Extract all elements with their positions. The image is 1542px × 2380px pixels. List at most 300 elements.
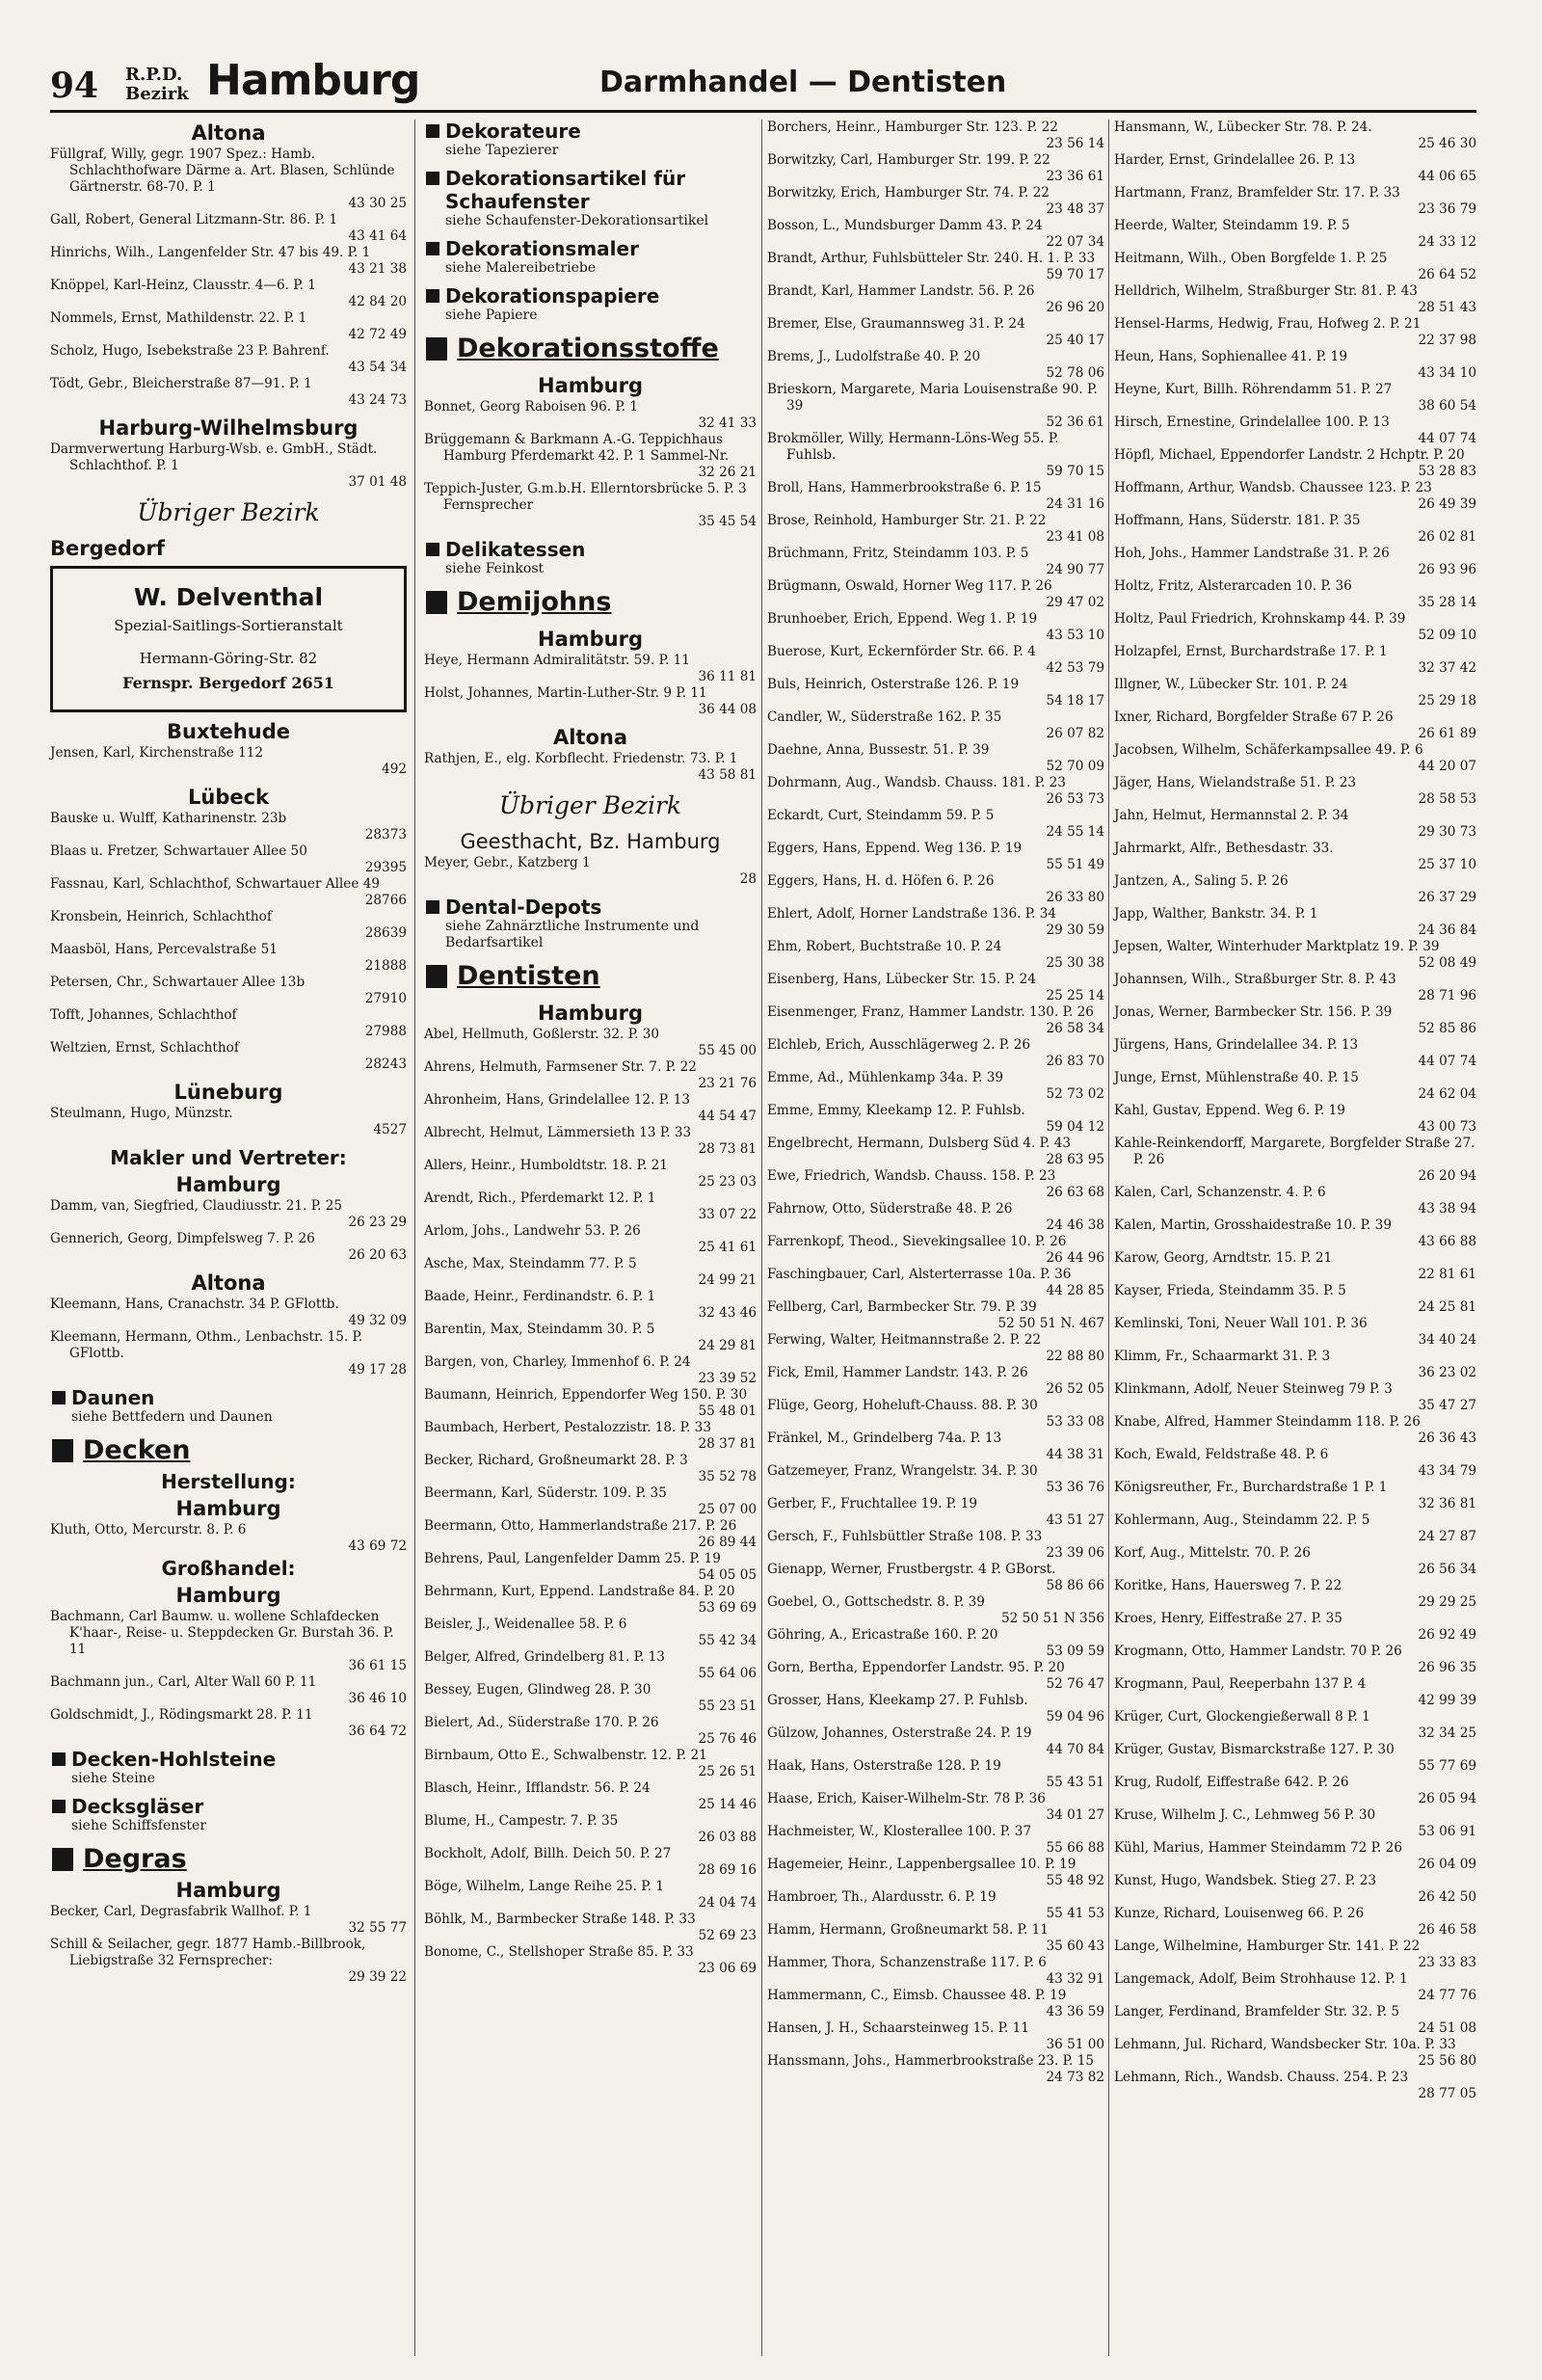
directory-entry xyxy=(424,1584,757,1617)
entry-text: Kunze, Richard, Louisenweg 66. P. 26 xyxy=(1114,1906,1365,1921)
entry-phone: 28766 xyxy=(364,893,407,908)
entry-phone: 26 64 52 xyxy=(1418,267,1476,282)
directory-entry xyxy=(424,1846,757,1879)
directory-entry xyxy=(1114,611,1476,644)
directory-entry xyxy=(1114,447,1476,480)
entry-text: Holzapfel, Ernst, Burchardstraße 17. P. 1 xyxy=(1114,644,1388,659)
advert-line: Hermann-Göring-Str. 82 xyxy=(139,650,318,667)
entry-text: Kohlermann, Aug., Steindamm 22. P. 5 xyxy=(1114,1512,1370,1528)
entry-phone: 35 28 14 xyxy=(1418,595,1476,610)
directory-entry xyxy=(1114,1381,1476,1414)
entry-phone: 25 76 46 xyxy=(698,1731,757,1747)
entry-text: Böge, Wilhelm, Lange Reihe 25. P. 1 xyxy=(424,1879,664,1894)
entry-phone: 43 36 59 xyxy=(1046,2004,1104,2019)
entry-phone: 24 62 04 xyxy=(1418,1086,1476,1102)
entry-text: Hanssmann, Johs., Hammerbrookstraße 23. P. 15 xyxy=(767,2053,1094,2069)
entry-text: Abel, Hellmuth, Goßlerstr. 32. P. 30 xyxy=(424,1027,660,1042)
entry-text: Brügmann, Oswald, Horner Weg 117. P. 26 xyxy=(767,578,1052,594)
entry-phone: 25 37 10 xyxy=(1418,857,1476,872)
entry-phone: 43 58 81 xyxy=(698,767,757,783)
entry-phone: 24 36 84 xyxy=(1418,923,1476,938)
entry-phone: 55 45 00 xyxy=(698,1043,757,1058)
directory-entry xyxy=(50,343,407,376)
directory-entry xyxy=(767,873,1104,906)
entry-text: Emme, Emmy, Kleekamp 12. P. Fuhlsb. xyxy=(767,1103,1025,1118)
directory-entry xyxy=(767,1234,1104,1267)
section-heading: Hamburg xyxy=(175,1584,281,1607)
directory-entry xyxy=(1114,546,1476,578)
entry-phone: 26 58 34 xyxy=(1046,1021,1104,1036)
entry-text: Blume, H., Campestr. 7. P. 35 xyxy=(424,1813,619,1829)
entry-text: Krug, Rudolf, Eiffestraße 642. P. 26 xyxy=(1114,1775,1349,1790)
category-heading: Degras xyxy=(50,1842,407,1877)
entry-text: Hoffmann, Hans, Süderstr. 181. P. 35 xyxy=(1114,513,1361,528)
entry-text: Hartmann, Franz, Bramfelder Str. 17. P. 33 xyxy=(1114,185,1400,201)
entry-text: Grosser, Hans, Kleekamp 27. P. Fuhlsb. xyxy=(767,1693,1028,1708)
entry-text: Ehlert, Adolf, Horner Landstraße 136. P. 34 xyxy=(767,906,1057,922)
entry-phone: 23 39 06 xyxy=(1046,1545,1104,1561)
directory-entry xyxy=(1114,1709,1476,1742)
category-heading: Dekorationsartikel für Schaufenster xyxy=(424,167,757,213)
directory-entry xyxy=(767,283,1104,316)
entry-phone: 32 37 42 xyxy=(1418,660,1476,676)
directory-entry xyxy=(1114,775,1476,808)
entry-text: Karow, Georg, Arndtstr. 15. P. 21 xyxy=(1114,1250,1333,1266)
entry-text: Kayser, Frieda, Steindamm 35. P. 5 xyxy=(1114,1283,1346,1298)
entry-phone: 25 40 17 xyxy=(1046,333,1104,348)
section-heading: Lüneburg xyxy=(173,1081,283,1104)
entry-phone: 43 30 25 xyxy=(348,196,407,211)
section-heading: Bergedorf xyxy=(50,537,165,560)
directory-entry xyxy=(424,1453,757,1485)
entry-phone: 44 28 85 xyxy=(1046,1283,1104,1298)
section-heading: Hamburg xyxy=(175,1497,281,1520)
entry-phone: 26 44 96 xyxy=(1046,1250,1104,1266)
directory-entry xyxy=(767,1037,1104,1070)
directory-entry xyxy=(424,1485,757,1518)
entry-phone: 28 58 53 xyxy=(1418,791,1476,807)
entry-phone: 28 63 95 xyxy=(1046,1152,1104,1167)
entry-text: Beisler, J., Weidenallee 58. P. 6 xyxy=(424,1617,627,1632)
directory-entry xyxy=(1114,1611,1476,1644)
directory-entry xyxy=(767,1267,1104,1299)
directory-entry xyxy=(1114,480,1476,513)
category-heading: Decken xyxy=(50,1433,407,1468)
entry-phone: 52 36 61 xyxy=(1046,414,1104,430)
directory-entry xyxy=(50,876,407,909)
entry-phone: 53 69 69 xyxy=(698,1600,757,1616)
entry-text: Goldschmidt, J., Rödingsmarkt 28. P. 11 xyxy=(50,1707,313,1723)
entry-text: Arlom, Johs., Landwehr 53. P. 26 xyxy=(424,1223,641,1239)
entry-text: Koritke, Hans, Hauersweg 7. P. 22 xyxy=(1114,1578,1343,1593)
cross-reference: siehe Steine xyxy=(71,1771,155,1786)
range-title: Darmhandel — Dentisten xyxy=(599,66,1007,99)
entry-text: Ehm, Robert, Buchtstraße 10. P. 24 xyxy=(767,939,1002,954)
entry-list xyxy=(50,441,407,491)
entry-phone: 52 78 06 xyxy=(1046,365,1104,381)
entry-phone: 54 18 17 xyxy=(1046,693,1104,709)
entry-text: Blasch, Heinr., Ifflandstr. 56. P. 24 xyxy=(424,1780,651,1796)
advert-box xyxy=(50,566,407,712)
entry-phone: 28 51 43 xyxy=(1418,300,1476,315)
entry-text: Jäger, Hans, Wielandstraße 51. P. 23 xyxy=(1114,775,1357,790)
directory-entry xyxy=(767,972,1104,1004)
directory-entry xyxy=(424,1912,757,1944)
entry-text: Buls, Heinrich, Osterstraße 126. P. 19 xyxy=(767,677,1020,692)
entry-text: Daehne, Anna, Bussestr. 51. P. 39 xyxy=(767,742,990,758)
entry-text: Bosson, L., Mundsburger Damm 43. P. 24 xyxy=(767,218,1043,233)
entry-text: Hachmeister, W., Klosterallee 100. P. 37 xyxy=(767,1824,1032,1839)
directory-entry xyxy=(50,278,407,310)
category-heading: Demijohns xyxy=(424,585,757,620)
directory-entry xyxy=(424,1354,757,1387)
directory-entry xyxy=(767,742,1104,775)
entry-text: Gienapp, Werner, Frustbergstr. 4 P. GBorst. xyxy=(767,1562,1056,1577)
column-3 xyxy=(767,120,1104,2086)
directory-entry xyxy=(767,1922,1104,1955)
directory-entry xyxy=(50,909,407,942)
entry-phone: 24 33 12 xyxy=(1418,234,1476,250)
entry-text: Ixner, Richard, Borgfelder Straße 67 P. 26 xyxy=(1114,709,1394,725)
entry-text: Hensel-Harms, Hedwig, Frau, Hofweg 2. P. 21 xyxy=(1114,316,1422,332)
entry-list xyxy=(50,1904,407,1986)
entry-text: Ahrens, Helmuth, Farmsener Str. 7. P. 22 xyxy=(424,1059,697,1075)
directory-entry xyxy=(50,147,407,212)
entry-phone: 59 04 96 xyxy=(1046,1709,1104,1725)
directory-entry xyxy=(424,1125,757,1158)
directory-entry xyxy=(1114,1545,1476,1578)
directory-entry xyxy=(767,1004,1104,1037)
entry-text: Bessey, Eugen, Glindweg 28. P. 30 xyxy=(424,1682,651,1698)
entry-text: Steulmann, Hugo, Münzstr. xyxy=(50,1106,233,1121)
entry-phone: 24 29 81 xyxy=(698,1338,757,1353)
directory-entry xyxy=(1114,1578,1476,1611)
entry-phone: 52 69 23 xyxy=(698,1928,757,1943)
entry-text: Becker, Richard, Großneumarkt 28. P. 3 xyxy=(424,1453,688,1468)
directory-entry xyxy=(424,1256,757,1289)
entry-text: Baade, Heinr., Ferdinandstr. 6. P. 1 xyxy=(424,1289,656,1304)
directory-entry xyxy=(1114,218,1476,251)
directory-entry xyxy=(424,685,757,718)
entry-text: Lange, Wilhelmine, Hamburger Str. 141. P. 22 xyxy=(1114,1939,1421,1954)
directory-entry xyxy=(767,218,1104,251)
directory-entry xyxy=(1114,841,1476,873)
entry-text: Meyer, Gebr., Katzberg 1 xyxy=(424,855,591,870)
directory-entry xyxy=(767,1463,1104,1496)
entry-text: Helldrich, Wilhelm, Straßburger Str. 81. P. 43 xyxy=(1114,283,1418,299)
entry-phone: 44 38 31 xyxy=(1046,1447,1104,1462)
rpd-label: R.P.D. Bezirk xyxy=(125,65,189,104)
entry-text: Lehmann, Jul. Richard, Wandsbecker Str. 10a. P. 33 xyxy=(1114,2037,1456,2052)
directory-entry xyxy=(50,1937,407,1986)
directory-entry xyxy=(1114,1250,1476,1283)
section-heading: Hamburg xyxy=(538,1002,643,1025)
entry-text: Krogmann, Otto, Hammer Landstr. 70 P. 26 xyxy=(1114,1644,1402,1659)
entry-text: Kunst, Hugo, Wandsbek. Stieg 27. P. 23 xyxy=(1114,1873,1376,1888)
entry-text: Gatzemeyer, Franz, Wrangelstr. 34. P. 30 xyxy=(767,1463,1038,1479)
entry-text: Hammermann, C., Eimsb. Chaussee 48. P. 19 xyxy=(767,1988,1067,2003)
entry-phone: 55 66 88 xyxy=(1046,1840,1104,1856)
directory-entry xyxy=(424,1420,757,1453)
entry-text: Nommels, Ernst, Mathildenstr. 22. P. 1 xyxy=(50,310,307,326)
entry-text: Weltzien, Ernst, Schlachthof xyxy=(50,1040,239,1056)
advert-line: Spezial-Saitlings-Sortieranstalt xyxy=(114,617,343,634)
directory-entry xyxy=(1114,1217,1476,1250)
directory-entry xyxy=(767,513,1104,546)
entry-phone: 24 25 81 xyxy=(1418,1299,1476,1315)
directory-entry xyxy=(424,1059,757,1092)
entry-text: Korf, Aug., Mittelstr. 70. P. 26 xyxy=(1114,1545,1311,1561)
directory-entry xyxy=(767,349,1104,382)
entry-phone: 23 48 37 xyxy=(1046,201,1104,217)
district-title: Hamburg xyxy=(206,56,420,105)
entry-text: Jensen, Karl, Kirchenstraße 112 xyxy=(50,745,264,761)
directory-entry xyxy=(1114,1185,1476,1217)
entry-phone: 32 43 46 xyxy=(698,1305,757,1321)
directory-entry xyxy=(767,1857,1104,1889)
entry-phone: 35 47 27 xyxy=(1418,1398,1476,1413)
directory-entry xyxy=(50,1297,407,1329)
directory-entry xyxy=(767,1201,1104,1234)
section-heading: Altona xyxy=(552,726,628,749)
entry-list xyxy=(50,1522,407,1555)
entry-phone: 23 33 83 xyxy=(1418,1955,1476,1970)
directory-entry xyxy=(1114,251,1476,283)
directory-entry xyxy=(1114,2004,1476,2037)
directory-entry xyxy=(1114,120,1476,152)
entry-list xyxy=(50,811,407,1073)
entry-phone: 23 21 76 xyxy=(698,1076,757,1091)
directory-entry xyxy=(767,939,1104,972)
entry-phone: 35 60 43 xyxy=(1046,1939,1104,1954)
directory-entry xyxy=(50,1609,407,1674)
column-divider xyxy=(1108,120,1109,2356)
directory-entry xyxy=(1114,1971,1476,2004)
entry-text: Candler, W., Süderstraße 162. P. 35 xyxy=(767,709,1002,725)
directory-entry xyxy=(424,855,757,888)
entry-phone: 43 66 88 xyxy=(1418,1234,1476,1249)
entry-text: Birnbaum, Otto E., Schwalbenstr. 12. P. 21 xyxy=(424,1748,707,1763)
entry-phone: 28243 xyxy=(364,1056,407,1072)
column-4 xyxy=(1114,120,1476,2102)
entry-text: Eggers, Hans, Eppend. Weg 136. P. 19 xyxy=(767,841,1023,856)
directory-entry xyxy=(767,1103,1104,1136)
entry-phone: 55 41 53 xyxy=(1046,1906,1104,1921)
entry-phone: 36 46 10 xyxy=(348,1691,407,1706)
directory-entry xyxy=(50,1707,407,1740)
entry-phone: 492 xyxy=(382,762,407,777)
entry-phone: 26 20 63 xyxy=(348,1247,407,1263)
directory-entry xyxy=(1114,283,1476,316)
directory-entry xyxy=(767,152,1104,185)
directory-entry xyxy=(1114,1447,1476,1480)
entry-phone: 24 90 77 xyxy=(1046,562,1104,577)
entry-list xyxy=(424,399,757,530)
directory-entry xyxy=(1114,1316,1476,1349)
entry-phone: 53 09 59 xyxy=(1046,1644,1104,1659)
cross-reference: siehe Feinkost xyxy=(445,561,545,576)
entry-text: Eggers, Hans, H. d. Höfen 6. P. 26 xyxy=(767,873,995,889)
directory-entry xyxy=(767,1431,1104,1463)
directory-entry xyxy=(424,1322,757,1354)
entry-text: Tödt, Gebr., Bleicherstraße 87—91. P. 1 xyxy=(50,376,312,391)
directory-entry xyxy=(767,1299,1104,1332)
entry-phone: 24 31 16 xyxy=(1046,496,1104,512)
directory-entry xyxy=(424,1092,757,1125)
entry-text: Göhring, A., Ericastraße 160. P. 20 xyxy=(767,1627,998,1643)
directory-entry xyxy=(424,1682,757,1715)
entry-phone: 29 47 02 xyxy=(1046,595,1104,610)
directory-entry xyxy=(767,841,1104,873)
directory-entry xyxy=(1114,906,1476,939)
directory-entry xyxy=(50,1231,407,1264)
entry-text: Baumann, Heinrich, Eppendorfer Weg 150. P. 30 xyxy=(424,1387,748,1403)
entry-phone: 42 72 49 xyxy=(348,327,407,342)
entry-text: Baumbach, Herbert, Pestalozzistr. 18. P. 33 xyxy=(424,1420,711,1435)
directory-entry xyxy=(767,1398,1104,1431)
entry-phone: 44 70 84 xyxy=(1046,1742,1104,1757)
entry-phone: 26 63 68 xyxy=(1046,1185,1104,1200)
directory-entry xyxy=(767,1562,1104,1594)
directory-entry xyxy=(1114,1775,1476,1807)
category-heading: Dentisten xyxy=(424,959,757,994)
entry-phone: 36 11 81 xyxy=(698,669,757,684)
directory-entry xyxy=(1114,152,1476,185)
directory-entry xyxy=(1114,1283,1476,1316)
directory-entry xyxy=(767,1627,1104,1660)
directory-entry xyxy=(1114,1644,1476,1676)
entry-phone: 53 36 76 xyxy=(1046,1480,1104,1495)
directory-entry xyxy=(1114,1939,1476,1971)
entry-text: Kahl, Gustav, Eppend. Weg 6. P. 19 xyxy=(1114,1103,1345,1118)
directory-entry xyxy=(50,975,407,1007)
directory-entry xyxy=(767,1365,1104,1398)
entry-phone: 36 51 00 xyxy=(1046,2037,1104,2052)
directory-entry xyxy=(424,432,757,481)
directory-entry xyxy=(1114,1742,1476,1775)
directory-entry xyxy=(1114,972,1476,1004)
entry-text: Kühl, Marius, Hammer Steindamm 72 P. 26 xyxy=(1114,1840,1402,1856)
entry-text: Darmverwertung Harburg-Wsb. e. GmbH., Städt. Schlachthof. P. 1 xyxy=(50,441,378,473)
entry-text: Koch, Ewald, Feldstraße 48. P. 6 xyxy=(1114,1447,1329,1462)
entry-phone: 43 53 10 xyxy=(1046,628,1104,643)
entry-phone: 24 99 21 xyxy=(698,1272,757,1288)
entry-phone: 22 07 34 xyxy=(1046,234,1104,250)
entry-text: Heitmann, Wilh., Oben Borgfelde 1. P. 25 xyxy=(1114,251,1388,266)
entry-text: Dohrmann, Aug., Wandsb. Chauss. 181. P. 23 xyxy=(767,775,1066,790)
entry-phone: 29 29 25 xyxy=(1418,1594,1476,1610)
entry-text: Hoffmann, Arthur, Wandsb. Chaussee 123. P. 23 xyxy=(1114,480,1432,495)
entry-text: Hambroer, Th., Alardusstr. 6. P. 19 xyxy=(767,1889,997,1905)
entry-phone: 25 30 38 xyxy=(1046,955,1104,971)
entry-phone: 36 61 15 xyxy=(348,1658,407,1673)
directory-entry xyxy=(1114,316,1476,349)
region-heading: Übriger Bezirk xyxy=(137,498,320,526)
entry-text: Engelbrecht, Hermann, Dulsberg Süd 4. P. 43 xyxy=(767,1136,1071,1151)
entry-text: Langemack, Adolf, Beim Strohhause 12. P. 1 xyxy=(1114,1971,1408,1987)
entry-phone: 25 56 80 xyxy=(1418,2053,1476,2069)
entry-text: Brieskorn, Margarete, Maria Louisenstraße 90. P. 39 xyxy=(767,382,1098,414)
directory-entry xyxy=(767,382,1104,431)
directory-entry xyxy=(1114,873,1476,906)
entry-phone: 27988 xyxy=(364,1024,407,1039)
entry-text: Kemlinski, Toni, Neuer Wall 101. P. 36 xyxy=(1114,1316,1368,1331)
directory-entry xyxy=(50,1007,407,1040)
entry-phone: 28 71 96 xyxy=(1418,988,1476,1003)
entry-text: Gorn, Bertha, Eppendorfer Landstr. 95. P. 20 xyxy=(767,1660,1065,1675)
entry-text: Broll, Hans, Hammerbrookstraße 6. P. 15 xyxy=(767,480,1042,495)
subsection-heading: Makler und Vertreter: xyxy=(110,1146,347,1169)
entry-text: Ewe, Friedrich, Wandsb. Chauss. 158. P. 23 xyxy=(767,1168,1056,1184)
directory-entry xyxy=(767,1660,1104,1693)
entry-phone: 43 38 94 xyxy=(1418,1201,1476,1217)
entry-text: Buerose, Kurt, Eckernförder Str. 66. P. 4 xyxy=(767,644,1036,659)
cross-reference: siehe Malereibetriebe xyxy=(445,260,597,276)
entry-phone: 23 36 61 xyxy=(1046,169,1104,184)
entry-phone: 43 32 91 xyxy=(1046,1971,1104,1987)
cross-reference: siehe Zahnärztliche Instrumente und Bedarfsartikel xyxy=(445,919,700,950)
entry-text: Brunhoeber, Erich, Eppend. Weg 1. P. 19 xyxy=(767,611,1038,627)
directory-entry xyxy=(767,1791,1104,1824)
entry-text: Johannsen, Wilh., Straßburger Str. 8. P. 43 xyxy=(1114,972,1396,987)
entry-text: Hirsch, Ernestine, Grindelallee 100. P. 13 xyxy=(1114,414,1390,430)
directory-entry xyxy=(767,546,1104,578)
entry-text: Junge, Ernst, Mühlenstraße 40. P. 15 xyxy=(1114,1070,1359,1085)
directory-entry xyxy=(50,1329,407,1378)
section-heading: Buxtehude xyxy=(167,720,290,743)
entry-text: Albrecht, Helmut, Lämmersieth 13 P. 33 xyxy=(424,1125,692,1140)
entry-text: Emme, Ad., Mühlenkamp 34a. P. 39 xyxy=(767,1070,1004,1085)
entry-phone: 43 69 72 xyxy=(348,1538,407,1554)
entry-phone: 28 69 16 xyxy=(698,1862,757,1878)
entry-text: Asche, Max, Steindamm 77. P. 5 xyxy=(424,1256,637,1271)
directory-entry xyxy=(1114,1906,1476,1939)
entry-text: Ahronheim, Hans, Grindelallee 12. P. 13 xyxy=(424,1092,691,1108)
category-heading: Decken-Hohlsteine xyxy=(50,1748,407,1771)
directory-entry xyxy=(1114,1004,1476,1037)
entry-text: Haak, Hans, Osterstraße 128. P. 19 xyxy=(767,1758,1001,1774)
directory-entry xyxy=(767,1988,1104,2020)
entry-text: Bauske u. Wulff, Katharinenstr. 23b xyxy=(50,811,287,826)
directory-entry xyxy=(424,1289,757,1322)
directory-entry xyxy=(50,1106,407,1138)
entry-text: Farrenkopf, Theod., Sievekingsallee 10. P. 26 xyxy=(767,1234,1067,1249)
directory-entry xyxy=(1114,1037,1476,1070)
entry-text: Klinkmann, Adolf, Neuer Steinweg 79 P. 3 xyxy=(1114,1381,1393,1397)
entry-phone: 55 64 06 xyxy=(698,1666,757,1681)
directory-entry xyxy=(1114,1070,1476,1103)
entry-text: Beermann, Karl, Süderstr. 109. P. 35 xyxy=(424,1485,667,1501)
directory-entry xyxy=(424,1715,757,1748)
directory-entry xyxy=(424,1617,757,1649)
cross-reference: siehe Papiere xyxy=(445,308,538,323)
directory-entry xyxy=(1114,1676,1476,1709)
entry-phone: 28639 xyxy=(364,925,407,941)
entry-text: Jahrmarkt, Alfr., Bethesdastr. 33. xyxy=(1114,841,1334,856)
entry-phone: 49 32 09 xyxy=(348,1313,407,1328)
entry-phone: 26 33 80 xyxy=(1046,890,1104,905)
entry-phone: 53 33 08 xyxy=(1046,1414,1104,1430)
entry-phone: 52 09 10 xyxy=(1418,628,1476,643)
entry-phone: 44 07 74 xyxy=(1418,431,1476,446)
entry-list xyxy=(50,1106,407,1138)
entry-phone: 25 41 61 xyxy=(698,1240,757,1255)
entry-phone: 44 06 65 xyxy=(1418,169,1476,184)
entry-text: Knabe, Alfred, Hammer Steindamm 118. P. 26 xyxy=(1114,1414,1421,1430)
entry-phone: 52 50 51 N 356 xyxy=(1000,1611,1104,1626)
entry-phone: 28 77 05 xyxy=(1418,2086,1476,2101)
section-heading: Hamburg xyxy=(538,628,643,651)
